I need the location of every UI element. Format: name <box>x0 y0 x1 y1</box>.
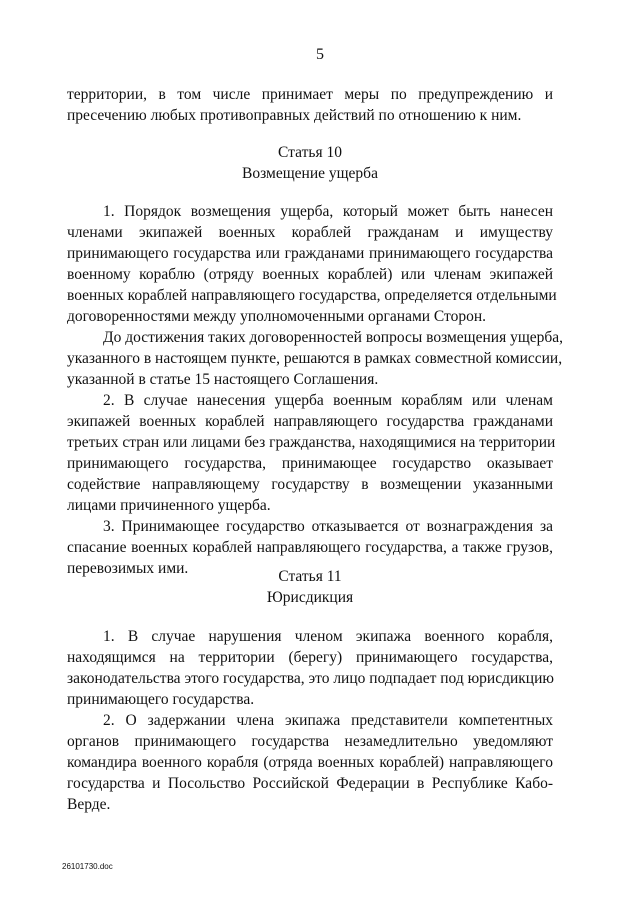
text-line: 2. В случае нанесения ущерба военным кораблям или членам <box>103 392 553 409</box>
paragraph <box>67 710 553 815</box>
text-line: 3. Принимающее государство отказывается от вознаграждения за <box>103 518 553 535</box>
article-subtitle: Юрисдикция <box>266 589 354 606</box>
text-line: территории, в том числе принимает меры по предупреждению и <box>67 86 553 103</box>
text-line: находящимся на территории (берегу) принимающего государства, <box>67 649 553 666</box>
text-line: членами экипажей военных кораблей гражданам и имуществу <box>67 224 553 241</box>
text-line: 1. В случае нарушения членом экипажа военного корабля, <box>103 628 553 645</box>
article-title: Статья 11 <box>278 568 342 585</box>
text-line: Верде. <box>67 796 111 813</box>
footer-file-name: 26101730.doc <box>62 862 113 871</box>
text-line: принимающего государства или гражданами принимающего государства <box>67 245 553 262</box>
article-title: Статья 10 <box>278 144 342 161</box>
text-line: третьих стран или лицами без гражданства, находящимися на территории <box>67 434 556 451</box>
text-line: спасание военных кораблей направляющего государства, а также грузов, <box>67 539 553 556</box>
text-line: договоренностями между уполномоченными органами Сторон. <box>67 308 487 325</box>
article-10-heading <box>67 142 553 184</box>
text-line: указанного в настоящем пункте, решаются в рамках совместной комиссии, <box>67 350 563 367</box>
text-line: лицами причиненного ущерба. <box>67 497 271 514</box>
text-line: принимающего государства, принимающее государство оказывает <box>67 455 553 472</box>
article-11-body <box>67 626 553 815</box>
paragraph <box>67 327 564 390</box>
text-line: военных кораблей направляющего государства, определяется отдельными <box>67 287 557 304</box>
text-line: законодательства этого государства, это лицо подпадает под юрисдикцию <box>67 670 554 687</box>
text-line: До достижения таких договоренностей вопросы возмещения ущерба, <box>103 329 564 346</box>
text-line: содействие направляющему государству в возмещении указанными <box>67 476 553 493</box>
article-subtitle: Возмещение ущерба <box>242 165 378 182</box>
text-line: 2. О задержании члена экипажа представители компетентных <box>103 712 553 729</box>
text-line: государства и Посольство Российской Федерации в Республике Кабо- <box>67 775 553 792</box>
page-number: 5 <box>316 46 324 63</box>
text-line: экипажей военных кораблей направляющего государства гражданами <box>67 413 553 430</box>
text-line: военному кораблю (отряду военных кораблей) или членам экипажей <box>67 266 553 283</box>
text-line: перевозимых ими. <box>67 560 189 577</box>
paragraph <box>67 390 556 516</box>
article-10-body <box>67 201 564 579</box>
text-line: 1. Порядок возмещения ущерба, который может быть нанесен <box>103 203 553 220</box>
text-line: пресечению любых противоправных действий по отношению к ним. <box>67 107 522 124</box>
paragraph <box>67 201 557 327</box>
text-line: командира военного корабля (отряда военных кораблей) направляющего <box>67 754 553 771</box>
intro-paragraph <box>67 84 553 126</box>
article-11-heading <box>67 566 553 608</box>
text-line: указанной в статье 15 настоящего Соглашения. <box>67 371 379 388</box>
text-line: органов принимающего государства незамедлительно уведомляют <box>67 733 553 750</box>
paragraph <box>67 626 553 710</box>
text-line: принимающего государства. <box>67 691 255 708</box>
